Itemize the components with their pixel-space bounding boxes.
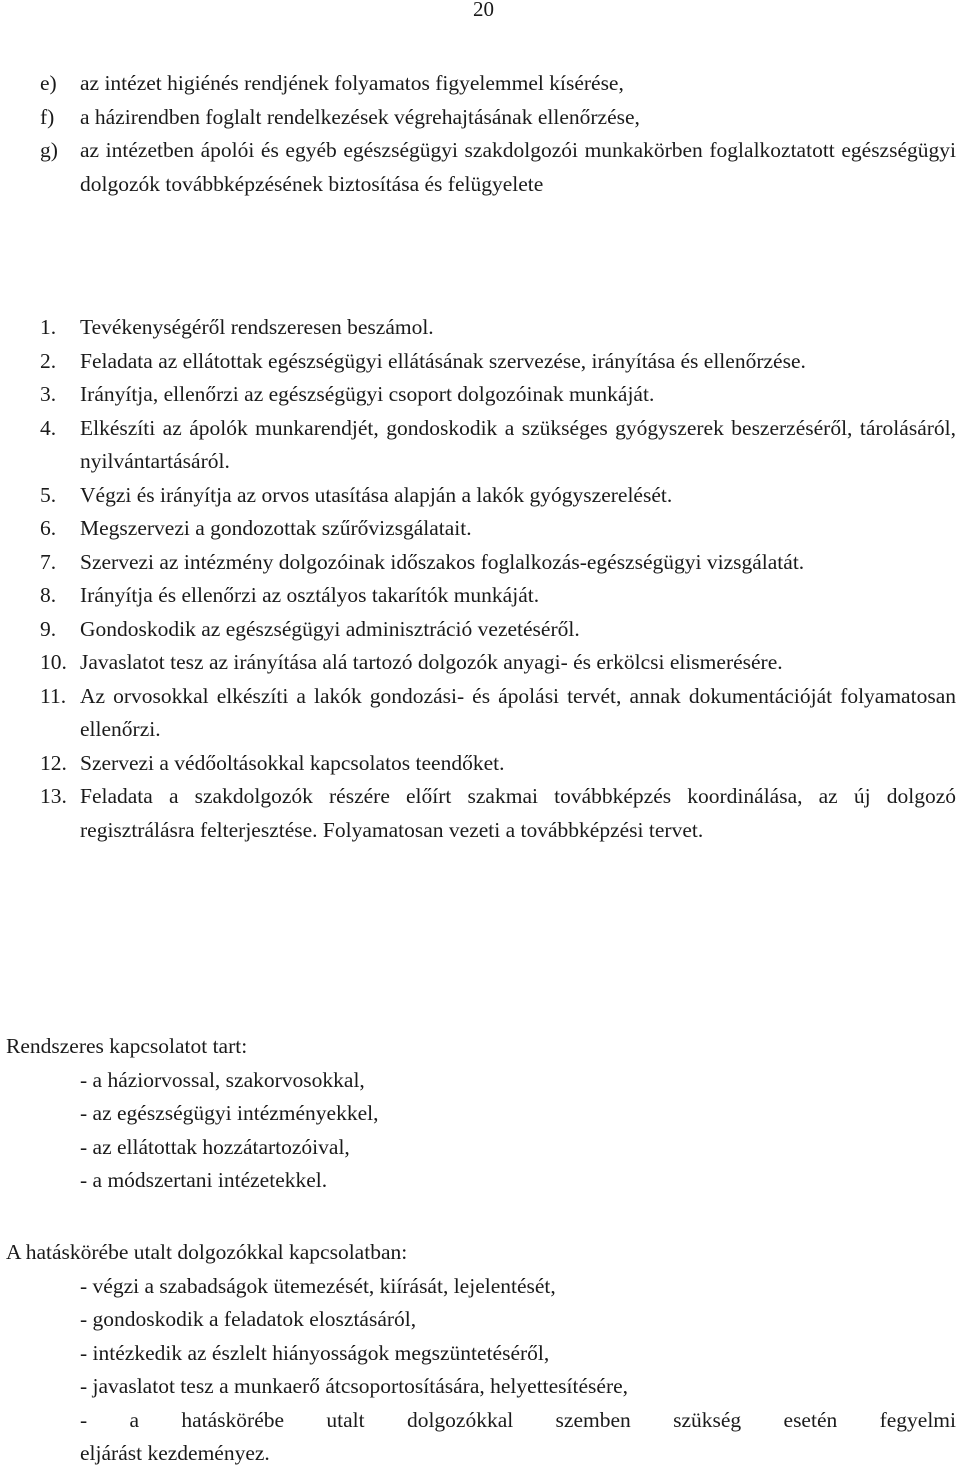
list-item: [0, 1404, 956, 1438]
list-item: [0, 512, 956, 546]
list-item-text: Végzi és irányítja az orvos utasítása alapján a lakók gyógyszerelését.: [80, 482, 673, 507]
list-item: [0, 613, 956, 647]
list-item: [0, 378, 956, 412]
list-marker: e): [40, 71, 57, 95]
list-item-text: Gondoskodik az egészségügyi adminisztráció vezetéséről.: [80, 616, 580, 641]
list-marker: 10.: [40, 650, 67, 674]
list-marker: 3.: [40, 382, 57, 406]
list-item: - végzi a szabadságok ütemezését, kiírását, lejelentését,: [80, 1273, 556, 1298]
list-item: [0, 680, 956, 747]
list-item-text: Megszervezi a gondozottak szűrővizsgálatait.: [80, 516, 472, 540]
list-item: [0, 646, 956, 680]
list-marker: 8.: [40, 583, 57, 607]
page-number: 20: [473, 0, 494, 21]
letter-list: [0, 67, 956, 201]
list-marker: 6.: [40, 516, 57, 540]
list-marker: 5.: [40, 482, 57, 507]
list-item: [0, 579, 956, 613]
list-item: [0, 412, 956, 479]
list-item-text: Javaslatot tesz az irányítása alá tartozó dolgozók anyagi- és erkölcsi elismerésére.: [80, 650, 783, 674]
list-marker: 4.: [40, 415, 57, 440]
list-item-text: az intézetben ápolói és egyéb egészségügyi szakdolgozói munkakörben foglalkoztatott egészségügyi dolgozók továbbképzésének biztosítása és felügyelete: [80, 138, 956, 196]
list-item-text: Irányítja, ellenőrzi az egészségügyi csoport dolgozóinak munkáját.: [80, 382, 655, 406]
list-marker: f): [40, 104, 55, 129]
authority-section: [0, 1236, 956, 1471]
list-marker: 12.: [40, 750, 67, 775]
list-item: - a háziorvossal, szakorvosokkal,: [80, 1067, 365, 1092]
list-item: [0, 345, 956, 379]
list-marker: 11.: [40, 683, 67, 708]
list-item: - a módszertani intézetekkel.: [80, 1168, 328, 1192]
numbered-list: [0, 311, 956, 847]
list-item: [0, 747, 956, 781]
list-item: - az egészségügyi intézményekkel,: [80, 1101, 379, 1125]
list-item: [0, 546, 956, 580]
section-title: Rendszeres kapcsolatot tart:: [6, 1034, 248, 1058]
list-marker: 2.: [40, 348, 57, 373]
list-item-text: Irányítja és ellenőrzi az osztályos takarítók munkáját.: [80, 583, 540, 607]
section-title: A hatáskörébe utalt dolgozókkal kapcsolatban:: [6, 1240, 408, 1264]
list-marker: 9.: [40, 616, 57, 641]
list-item: - intézkedik az észlelt hiányosságok megszüntetéséről,: [80, 1340, 550, 1365]
list-item-text: Tevékenységéről rendszeresen beszámol.: [80, 315, 434, 339]
contacts-section: [0, 1030, 956, 1198]
list-item-text: Az orvosokkal elkészíti a lakók gondozási- és ápolási tervét, annak dokumentációját folyamatosan ellenőrzi.: [80, 683, 956, 741]
list-item: - gondoskodik a feladatok elosztásáról,: [80, 1307, 417, 1331]
list-marker: 7.: [40, 549, 57, 574]
list-item: [0, 479, 956, 513]
list-item: [0, 134, 956, 201]
list-item: - javaslatot tesz a munkaerő átcsoportosítására, helyettesítésére,: [80, 1374, 629, 1398]
list-item-continuation: eljárást kezdeményez.: [80, 1441, 270, 1465]
list-item: [0, 780, 956, 847]
list-marker: 1.: [40, 315, 57, 339]
list-marker: 13.: [40, 784, 67, 808]
list-item-text: Szervezi az intézmény dolgozóinak időszakos foglalkozás-egészségügyi vizsgálatát.: [80, 549, 805, 574]
list-marker: g): [40, 138, 58, 162]
list-item: [0, 67, 956, 101]
list-item: [0, 101, 956, 135]
list-item-text: az intézet higiénés rendjének folyamatos figyelemmel kísérése,: [80, 71, 624, 95]
list-item-text: Elkészíti az ápolók munkarendjét, gondoskodik a szükséges gyógyszerek beszerzéséről, tárolásáról, nyilvántartásáról.: [80, 415, 956, 473]
list-item-text: a házirendben foglalt rendelkezések végrehajtásának ellenőrzése,: [80, 104, 640, 129]
list-item: - az ellátottak hozzátartozóival,: [80, 1134, 350, 1159]
list-item: [0, 311, 956, 345]
list-item-text: Feladata a szakdolgozók részére előírt szakmai továbbképzés koordinálása, az új dolgozó regisztrálásra felterjesztése. Folyamatosan vezeti a továbbképzési tervet.: [80, 784, 956, 842]
list-item-text: Feladata az ellátottak egészségügyi ellátásának szervezése, irányítása és ellenőrzése.: [80, 348, 806, 373]
list-item-text: Szervezi a védőoltásokkal kapcsolatos teendőket.: [80, 750, 505, 775]
list-item-text: - a hatáskörébe utalt dolgozókkal szemben szükség esetén fegyelmi: [80, 1407, 956, 1432]
